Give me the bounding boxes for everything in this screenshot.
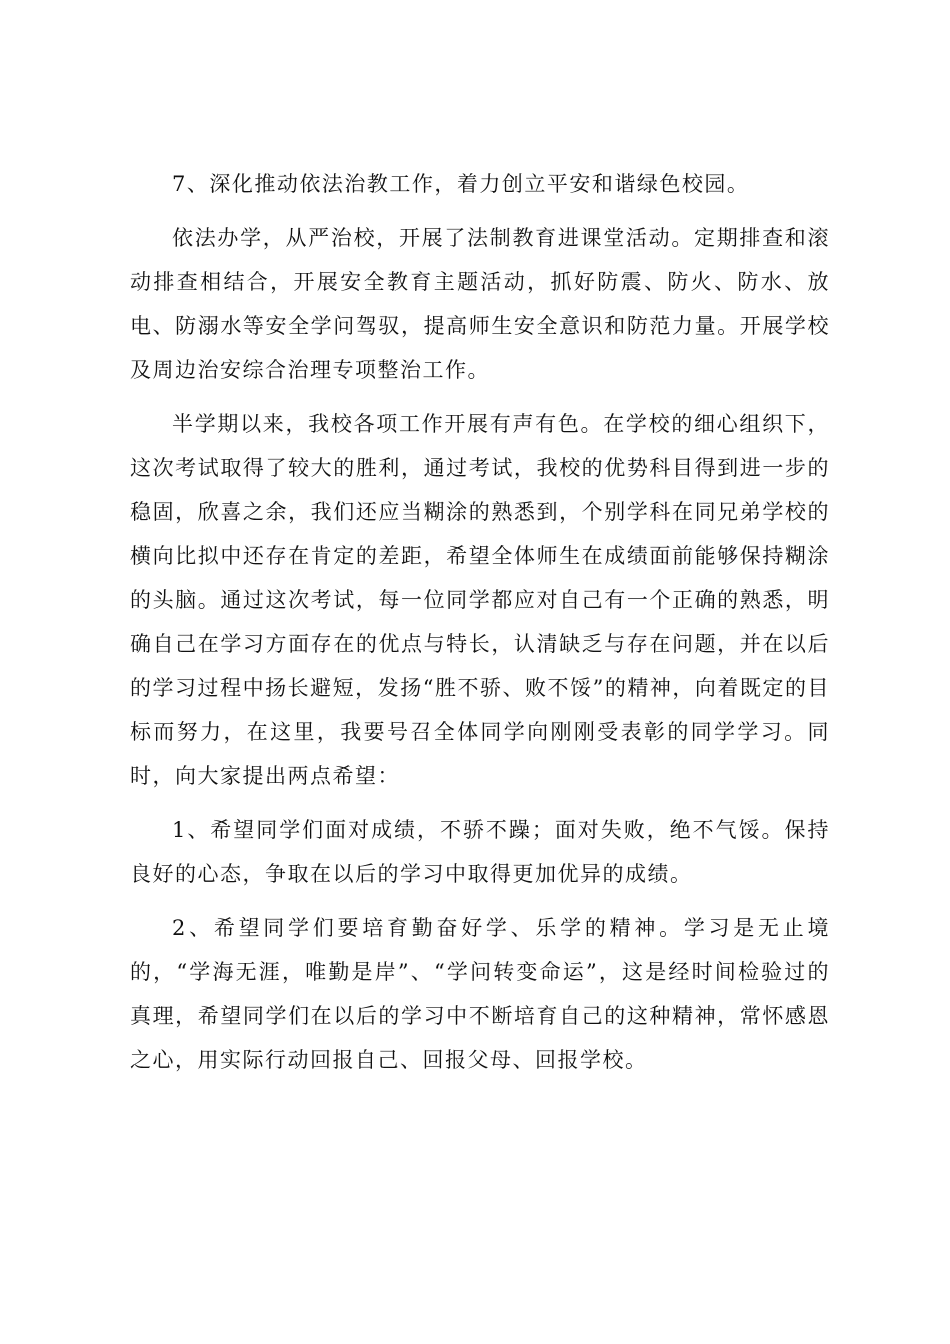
body-paragraph: 依法办学，从严治校，开展了法制教育进课堂活动。定期排查和滚动排查相结合，开展安全教育主题活动，抓好防震、防火、防水、放电、防溺水等安全学问驾驭，提高师生安全意识和防范力量。开展学校及周边治安综合治理专项整治工作。 — [130, 226, 830, 382]
numbered-paragraph: 1、希望同学们面对成绩，不骄不躁；面对失败，绝不气馁。保持良好的心态，争取在以后的学习中取得更加优异的成绩。 — [130, 818, 830, 886]
section-heading-paragraph: 7、深化推动依法治教工作，着力创立平安和谐绿色校园。 — [172, 172, 750, 196]
numbered-paragraph: 2、希望同学们要培育勤奋好学、乐学的精神。学习是无止境的，“学海无涯，唯勤是岸”、“学问转变命运”，这是经时间检验过的真理，希望同学们在以后的学习中不断培育自己的这种精神，常怀感恩之心，用实际行动回报自己、回报父母、回报学校。 — [130, 916, 830, 1072]
body-paragraph: 半学期以来，我校各项工作开展有声有色。在学校的细心组织下，这次考试取得了较大的胜利，通过考试，我校的优势科目得到进一步的稳固，欣喜之余，我们还应当糊涂的熟悉到，个别学科在同兄弟学校的横向比拟中还存在肯定的差距，希望全体师生在成绩面前能够保持糊涂的头脑。通过这次考试，每一位同学都应对自己有一个正确的熟悉，明确自己在学习方面存在的优点与特长，认清缺乏与存在问题，并在以后的学习过程中扬长避短，发扬“胜不骄、败不馁”的精神，向着既定的目标而努力，在这里，我要号召全体同学向刚刚受表彰的同学学习。同时，向大家提出两点希望： — [130, 412, 830, 788]
document-body — [130, 162, 830, 1092]
